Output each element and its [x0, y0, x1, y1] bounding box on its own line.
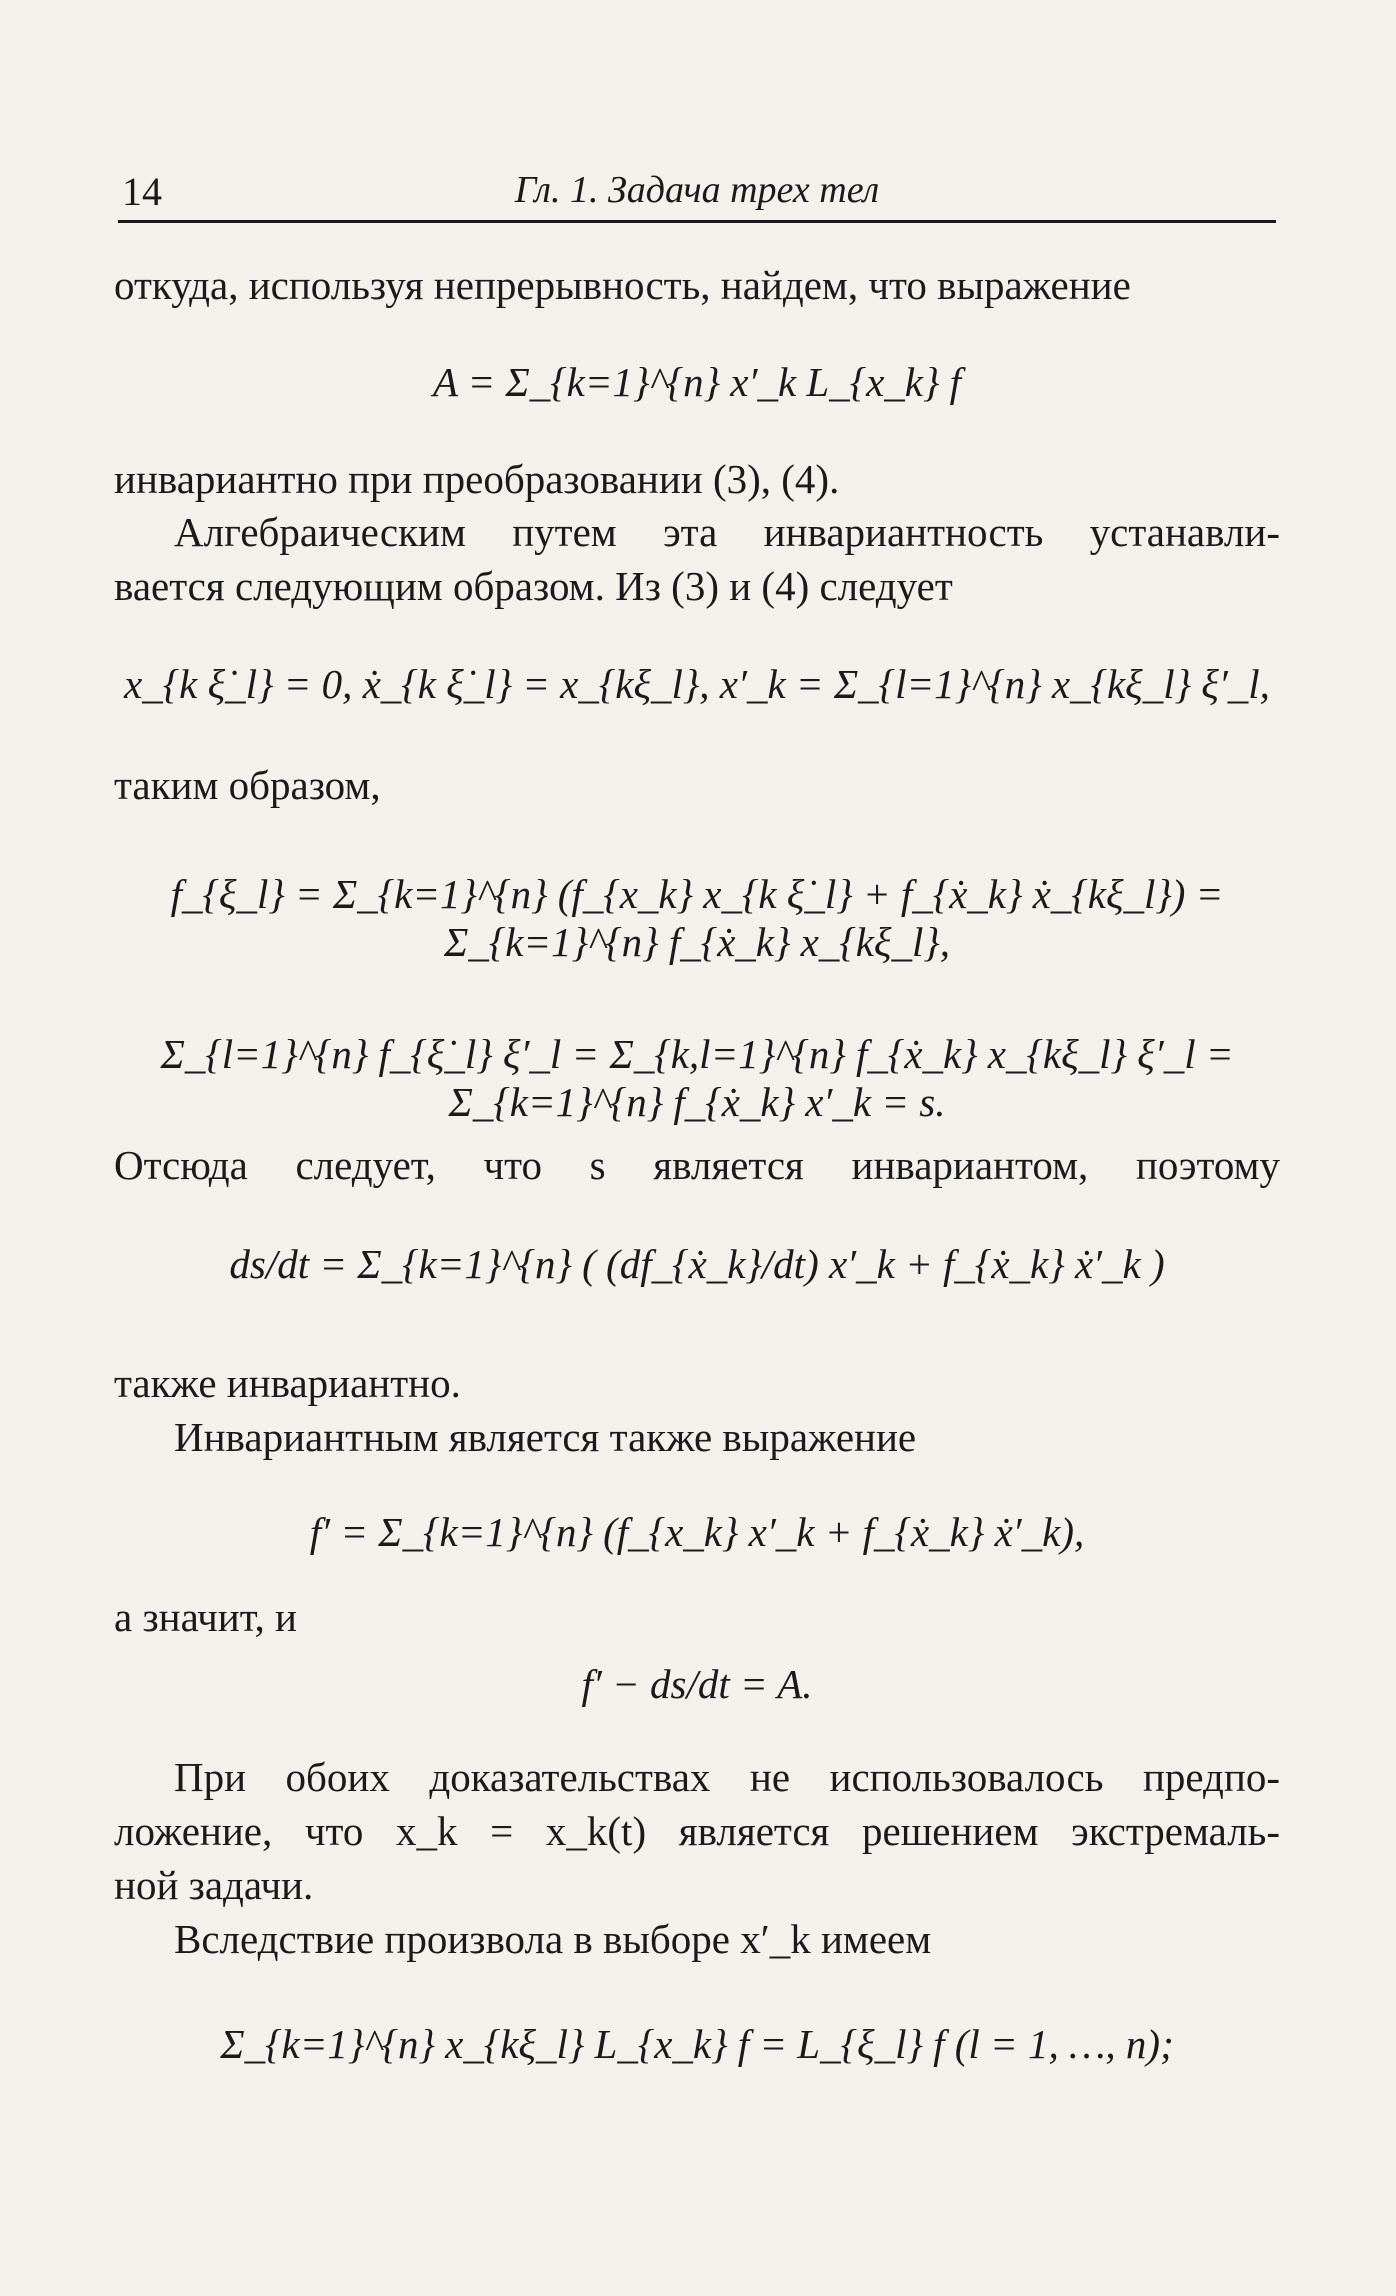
equation-A: A = Σ_{k=1}^{n} x′_k L_{x_k} f [432, 359, 962, 405]
paragraph-3-line-1: Алгебраическим путем эта инвариантность устанавли- [174, 509, 1280, 555]
paragraph-4: таким образом, [114, 762, 381, 808]
running-header [118, 168, 1276, 223]
equation-f-prime-minus: f′ − ds/dt = A. [581, 1661, 813, 1707]
paragraph-3-line-2: вается следующим образом. Из (3) и (4) следует [114, 563, 953, 609]
equation-derivatives: x_{k ξ̇_l} = 0, ẋ_{k ξ̇_l} = x_{kξ_l}, x′_k = Σ_{l=1}^{n} x_{kξ_l} ξ′_l, [124, 661, 1270, 707]
paragraph-1: откуда, используя непрерывность, найдем, что выражение [114, 262, 1131, 308]
paragraph-5: Отсюда следует, что s является инвариантом, поэтому [114, 1142, 1280, 1188]
paragraph-10: Вследствие произвола в выборе x′_k имеем [174, 1916, 932, 1962]
paragraph-9-line-1: При обоих доказательствах не использовалось предпо- [174, 1754, 1280, 1800]
paragraph-8: а значит, и [114, 1594, 297, 1640]
page-number: 14 [122, 169, 162, 214]
paragraph-2: инвариантно при преобразовании (3), (4). [114, 456, 840, 502]
paragraph-9-line-3: ной задачи. [114, 1862, 314, 1908]
paragraph-7: Инвариантным является также выражение [174, 1414, 917, 1460]
equation-sum-s: Σ_{l=1}^{n} f_{ξ̇_l} ξ′_l = Σ_{k,l=1}^{n} f_{ẋ_k} x_{kξ_l} ξ′_l = Σ_{k=1}^{n} f_{ẋ_k} x′_k = s. [160, 1031, 1234, 1125]
equation-f-xi: f_{ξ_l} = Σ_{k=1}^{n} (f_{x_k} x_{k ξ̇_l} + f_{ẋ_k} ẋ_{kξ_l}) = Σ_{k=1}^{n} f_{ẋ_k} x_{kξ_l}, [170, 871, 1224, 965]
equation-L-xi: Σ_{k=1}^{n} x_{kξ_l} L_{x_k} f = L_{ξ_l} f (l = 1, …, n); [220, 2021, 1174, 2067]
running-title: Гл. 1. Задача трех тел [514, 169, 880, 211]
paragraph-9-line-2: ложение, что x_k = x_k(t) является решением экстремаль- [114, 1808, 1280, 1854]
equation-ds-dt: ds/dt = Σ_{k=1}^{n} ( (df_{ẋ_k}/dt) x′_k + f_{ẋ_k} ẋ′_k ) [229, 1241, 1165, 1287]
equation-f-prime: f′ = Σ_{k=1}^{n} (f_{x_k} x′_k + f_{ẋ_k} ẋ′_k), [309, 1509, 1085, 1555]
paragraph-6: также инвариантно. [114, 1360, 461, 1406]
